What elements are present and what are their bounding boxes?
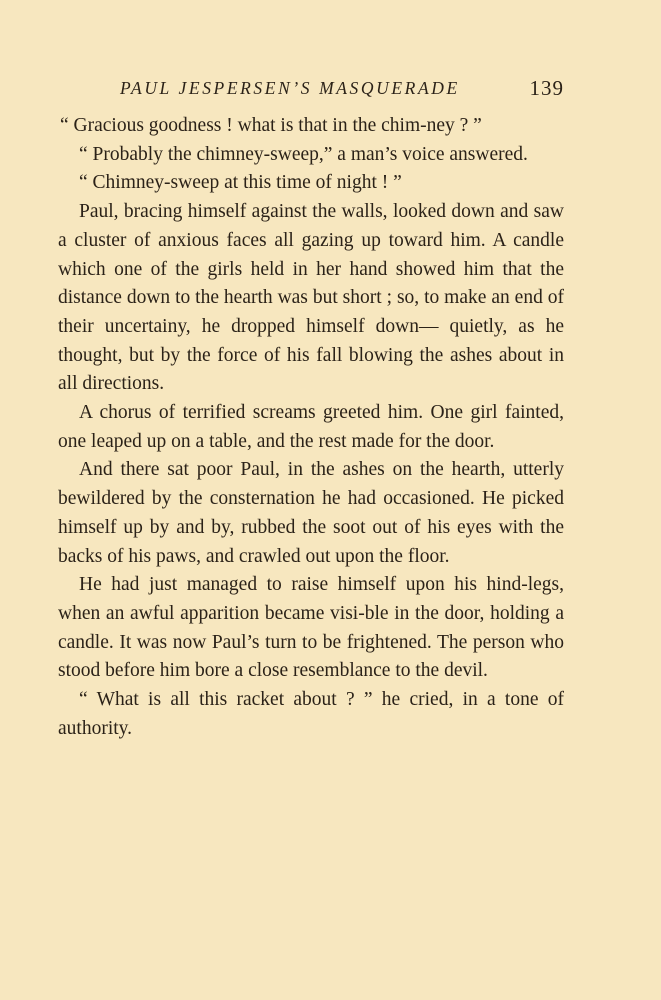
paragraph: “ Chimney-sweep at this time of night ! ” bbox=[79, 172, 402, 194]
page-header bbox=[58, 73, 566, 103]
page-number: 139 bbox=[529, 76, 564, 100]
paragraph: “ Probably the chimney-sweep,” a man’s voice answered. bbox=[79, 143, 528, 165]
paragraph: He had just managed to raise himself upon his hind-legs, when an awful apparition became visi-ble in the door, holding a candle. It was now Paul’s turn to be frightened. The person who stood before him bore a close resemblance to the devil. bbox=[58, 574, 564, 682]
paragraph: And there sat poor Paul, in the ashes on the hearth, utterly bewildered by the consternation he had occasioned. He picked himself up by and by, rubbed the soot out of his eyes with the backs of his paws, and crawled out upon the floor. bbox=[58, 459, 564, 567]
body-text bbox=[58, 112, 564, 743]
running-title: PAUL JESPERSEN’S MASQUERADE bbox=[120, 78, 460, 98]
paragraph: A chorus of terrified screams greeted him. One girl fainted, one leaped up on a table, and the rest made for the door. bbox=[58, 402, 564, 452]
paragraph: “ What is all this racket about ? ” he cried, in a tone of authority. bbox=[58, 689, 564, 739]
paragraph: “ Gracious goodness ! what is that in the chim-ney ? ” bbox=[60, 115, 482, 136]
paragraph: Paul, bracing himself against the walls, looked down and saw a cluster of anxious faces all gazing up toward him. A candle which one of the girls held in her hand showed him that the distance down to the hearth was but short ; so, to make an end of their uncertainy, he dropped himself down— quietly, as he thought, but by the force of his fall blowing the ashes about in all directions. bbox=[58, 201, 564, 395]
